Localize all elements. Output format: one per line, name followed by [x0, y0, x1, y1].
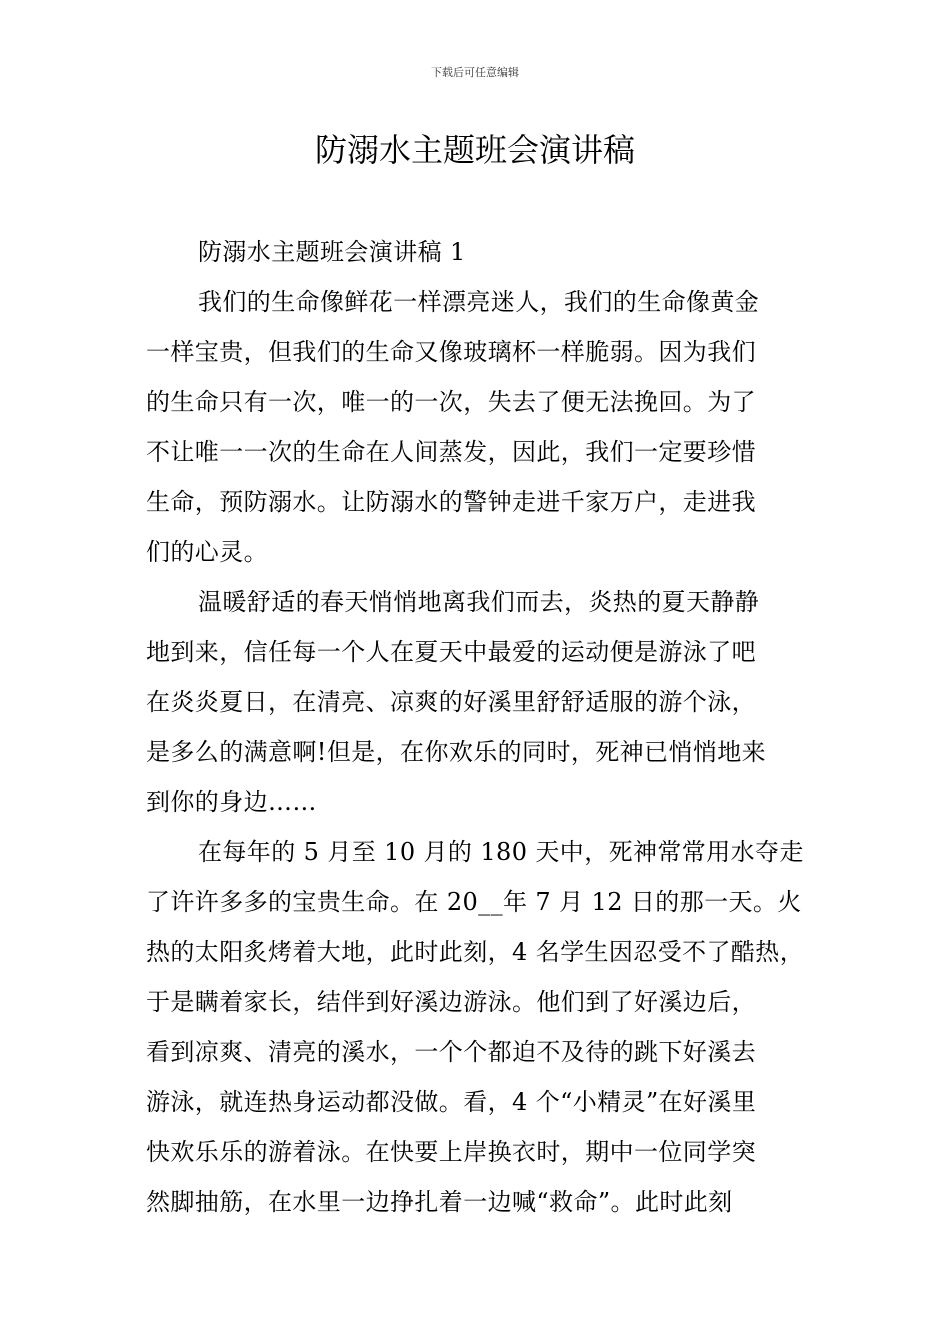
document-body	[146, 227, 818, 1227]
paragraph-line: 在每年的 5 月至 10 月的 180 天中，死神常常用水夺走	[198, 838, 804, 866]
paragraph-line: 温暖舒适的春天悄悄地离我们而去，炎热的夏天静静	[198, 588, 760, 616]
paragraph-line: 是多么的满意啊!但是，在你欢乐的同时，死神已悄悄地来	[146, 738, 767, 766]
paragraph-line: 不让唯一一次的生命在人间蒸发，因此，我们一定要珍惜	[146, 438, 756, 466]
paragraph-line: 的生命只有一次，唯一的一次，失去了便无法挽回。为了	[146, 388, 756, 416]
paragraph-line: 看到凉爽、清亮的溪水，一个个都迫不及待的跳下好溪去	[146, 1038, 756, 1066]
paragraph-line: 于是瞒着家长，结伴到好溪边游泳。他们到了好溪边后，	[146, 988, 756, 1016]
paragraph-line: 然脚抽筋，在水里一边挣扎着一边喊“救命”。此时此刻	[146, 1188, 733, 1216]
paragraph-line: 热的太阳炙烤着大地，此时此刻，4 名学生因忍受不了酷热，	[146, 938, 805, 966]
paragraph-line: 快欢乐乐的游着泳。在快要上岸换衣时，期中一位同学突	[146, 1138, 756, 1166]
section-heading: 防溺水主题班会演讲稿 1	[198, 238, 466, 266]
paragraph-line: 到你的身边……	[146, 788, 317, 816]
document-title: 防溺水主题班会演讲稿	[314, 131, 635, 169]
paragraph-line: 生命，预防溺水。让防溺水的警钟走进千家万户，走进我	[146, 488, 756, 516]
paragraph-line: 游泳，就连热身运动都没做。看，4 个“小精灵”在好溪里	[146, 1088, 757, 1116]
paragraph-line: 我们的生命像鲜花一样漂亮迷人，我们的生命像黄金	[198, 288, 760, 316]
paragraph-line: 地到来，信任每一个人在夏天中最爱的运动便是游泳了吧	[146, 638, 756, 666]
paragraph-line: 一样宝贵，但我们的生命又像玻璃杯一样脆弱。因为我们	[146, 338, 756, 366]
paragraph-line: 在炎炎夏日，在清亮、凉爽的好溪里舒舒适服的游个泳，	[146, 688, 756, 716]
paragraph-line: 们的心灵。	[146, 538, 268, 566]
header-note: 下载后可任意编辑	[431, 66, 519, 79]
paragraph-line: 了许许多多的宝贵生命。在 20__年 7 月 12 日的那一天。火	[146, 888, 802, 916]
